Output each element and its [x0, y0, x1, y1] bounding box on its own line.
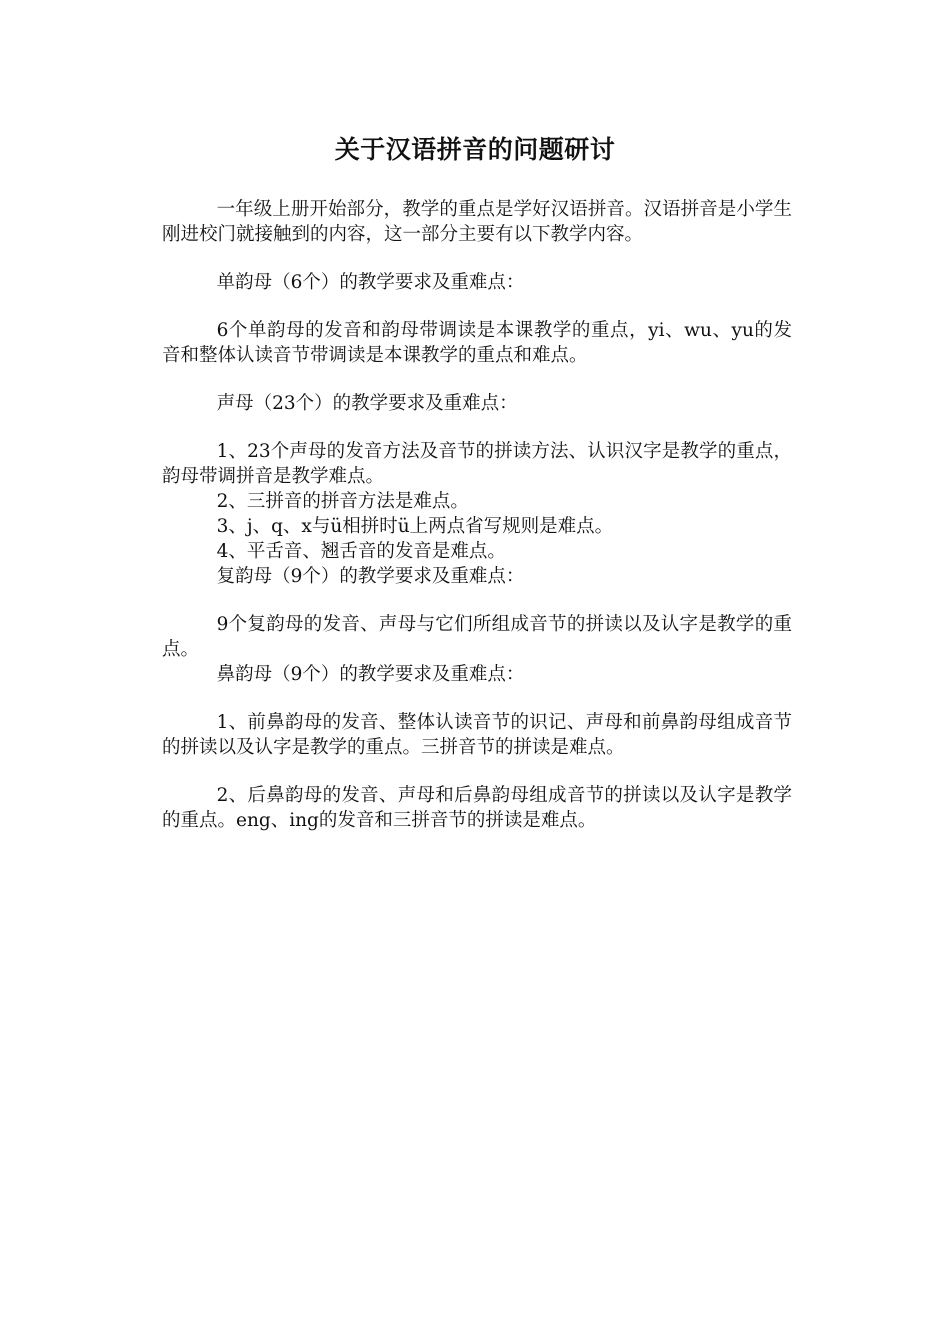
paragraph-spacer — [162, 295, 792, 318]
paragraph-spacer — [162, 247, 792, 270]
paragraph-nasal-finals-2: 2、后鼻韵母的发音、声母和后鼻韵母组成音节的拼读以及认字是教学的重点。eng、ing的发音和三拼音节的拼读是难点。 — [162, 785, 792, 831]
paragraph-initials-2: 2、三拼音的拼音方法是难点。 — [216, 491, 469, 512]
paragraph-spacer — [162, 760, 792, 783]
document-body — [162, 197, 792, 833]
heading-compound-finals: 复韵母（9个）的教学要求及重难点： — [216, 566, 525, 587]
paragraph-simple-finals: 6个单韵母的发音和韵母带调读是本课教学的重点，yi、wu、yu的发音和整体认读音节带调读是本课教学的重点和难点。 — [162, 320, 792, 366]
paragraph-initials-4: 4、平舌音、翘舌音的发音是难点。 — [216, 541, 506, 562]
paragraph-spacer — [162, 416, 792, 439]
heading-initials: 声母（23个）的教学要求及重难点： — [216, 393, 518, 414]
paragraph-spacer — [162, 589, 792, 612]
paragraph-spacer — [162, 368, 792, 391]
heading-nasal-finals: 鼻韵母（9个）的教学要求及重难点： — [216, 664, 525, 685]
document-title: 关于汉语拼音的问题研讨 — [334, 135, 616, 164]
paragraph-initials-1: 1、23个声母的发音方法及音节的拼读方法、认识汉字是教学的重点，韵母带调拼音是教学难点。 — [162, 441, 792, 487]
paragraph-nasal-finals-1: 1、前鼻韵母的发音、整体认读音节的识记、声母和前鼻韵母组成音节的拼读以及认字是教学的重点。三拼音节的拼读是难点。 — [162, 712, 792, 758]
paragraph-spacer — [162, 687, 792, 710]
paragraph-initials-3: 3、j、q、x与ü相拼时ü上两点省写规则是难点。 — [216, 516, 614, 537]
paragraph-compound-finals: 9个复韵母的发音、声母与它们所组成音节的拼读以及认字是教学的重点。 — [162, 614, 792, 660]
paragraph-intro: 一年级上册开始部分，教学的重点是学好汉语拼音。汉语拼音是小学生刚进校门就接触到的内容，这一部分主要有以下教学内容。 — [162, 199, 792, 245]
heading-simple-finals: 单韵母（6个）的教学要求及重难点： — [216, 272, 525, 293]
